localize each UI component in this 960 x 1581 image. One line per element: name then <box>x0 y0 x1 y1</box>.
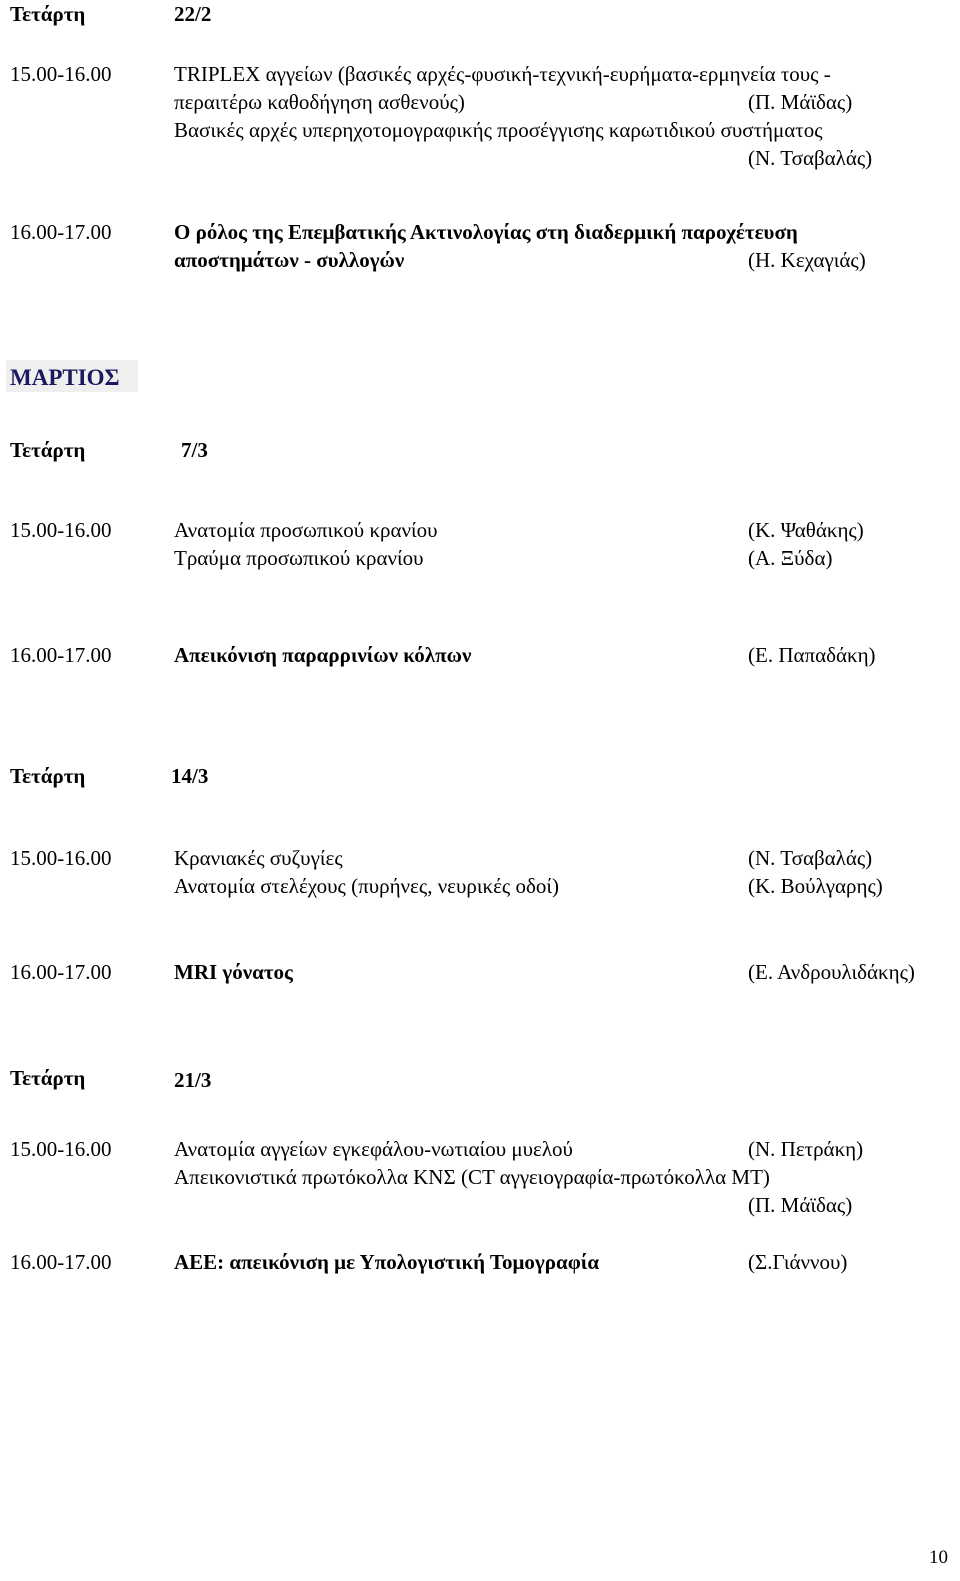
session-topic: MRI γόνατος <box>174 960 293 984</box>
session-time: 15.00-16.00 <box>10 1137 112 1161</box>
session-topic: Ανατομία προσωπικού κρανίου <box>174 518 438 542</box>
session-topic: Ο ρόλος της Επεμβατικής Ακτινολογίας στη διαδερμική παροχέτευση <box>174 220 798 244</box>
session-time: 16.00-17.00 <box>10 1250 112 1274</box>
session-topic: Κρανιακές συζυγίες <box>174 846 343 870</box>
speaker-name: (Η. Κεχαγιάς) <box>748 248 866 272</box>
session-topic: αποστημάτων - συλλογών <box>174 248 405 272</box>
session-topic: Βασικές αρχές υπερηχοτομογραφικής προσέγγισης καρωτιδικού συστήματος <box>174 118 823 142</box>
session-time: 16.00-17.00 <box>10 220 112 244</box>
day-label: Τετάρτη <box>10 764 86 788</box>
session-topic: Ανατομία στελέχους (πυρήνες, νευρικές οδοί) <box>174 874 560 898</box>
month-heading <box>6 360 138 392</box>
session-topic: ΑΕΕ: απεικόνιση με Υπολογιστική Τομογραφία <box>174 1250 600 1274</box>
session-topic: Απεικόνιση παραρρινίων κόλπων <box>174 643 472 667</box>
speaker-name: (Ν. Τσαβαλάς) <box>748 846 873 870</box>
session-topic: Τραύμα προσωπικού κρανίου <box>174 546 424 570</box>
day-label: Τετάρτη <box>10 438 86 462</box>
speaker-name: (Π. Μάϊδας) <box>748 1193 853 1217</box>
month-heading-text: ΜΑΡΤΙΟΣ <box>10 365 120 390</box>
session-time: 15.00-16.00 <box>10 62 112 86</box>
page-number: 10 <box>929 1547 948 1568</box>
date-label: 21/3 <box>174 1068 212 1092</box>
speaker-name: (Κ. Βούλγαρης) <box>748 874 883 898</box>
session-time: 15.00-16.00 <box>10 846 112 870</box>
session-topic: TRIPLEX αγγείων (βασικές αρχές-φυσική-τεχνική-ευρήματα-ερμηνεία τους - <box>174 62 831 86</box>
speaker-name: (Σ.Γιάννου) <box>748 1250 848 1274</box>
session-topic: περαιτέρω καθοδήγηση ασθενούς) <box>174 90 465 114</box>
speaker-name: (Ε. Παπαδάκη) <box>748 643 876 667</box>
speaker-name: (Π. Μάϊδας) <box>748 90 853 114</box>
session-topic: Απεικονιστικά πρωτόκολλα ΚΝΣ (CT αγγειογραφία-πρωτόκολλα MT) <box>174 1165 770 1189</box>
session-time: 16.00-17.00 <box>10 960 112 984</box>
speaker-name: (Ν. Πετράκη) <box>748 1137 864 1161</box>
session-topic: Ανατομία αγγείων εγκεφάλου-νωτιαίου μυελού <box>174 1137 573 1161</box>
speaker-name: (Κ. Ψαθάκης) <box>748 518 864 542</box>
date-label: 22/2 <box>174 2 212 26</box>
date-label: 14/3 <box>171 764 209 788</box>
session-time: 15.00-16.00 <box>10 518 112 542</box>
session-time: 16.00-17.00 <box>10 643 112 667</box>
speaker-name: (Ν. Τσαβαλάς) <box>748 146 873 170</box>
day-label: Τετάρτη <box>10 1066 86 1090</box>
speaker-name: (Α. Ξύδα) <box>748 546 833 570</box>
date-label: 7/3 <box>181 438 208 462</box>
day-label: Τετάρτη <box>10 2 86 26</box>
speaker-name: (Ε. Ανδρουλιδάκης) <box>748 960 915 984</box>
